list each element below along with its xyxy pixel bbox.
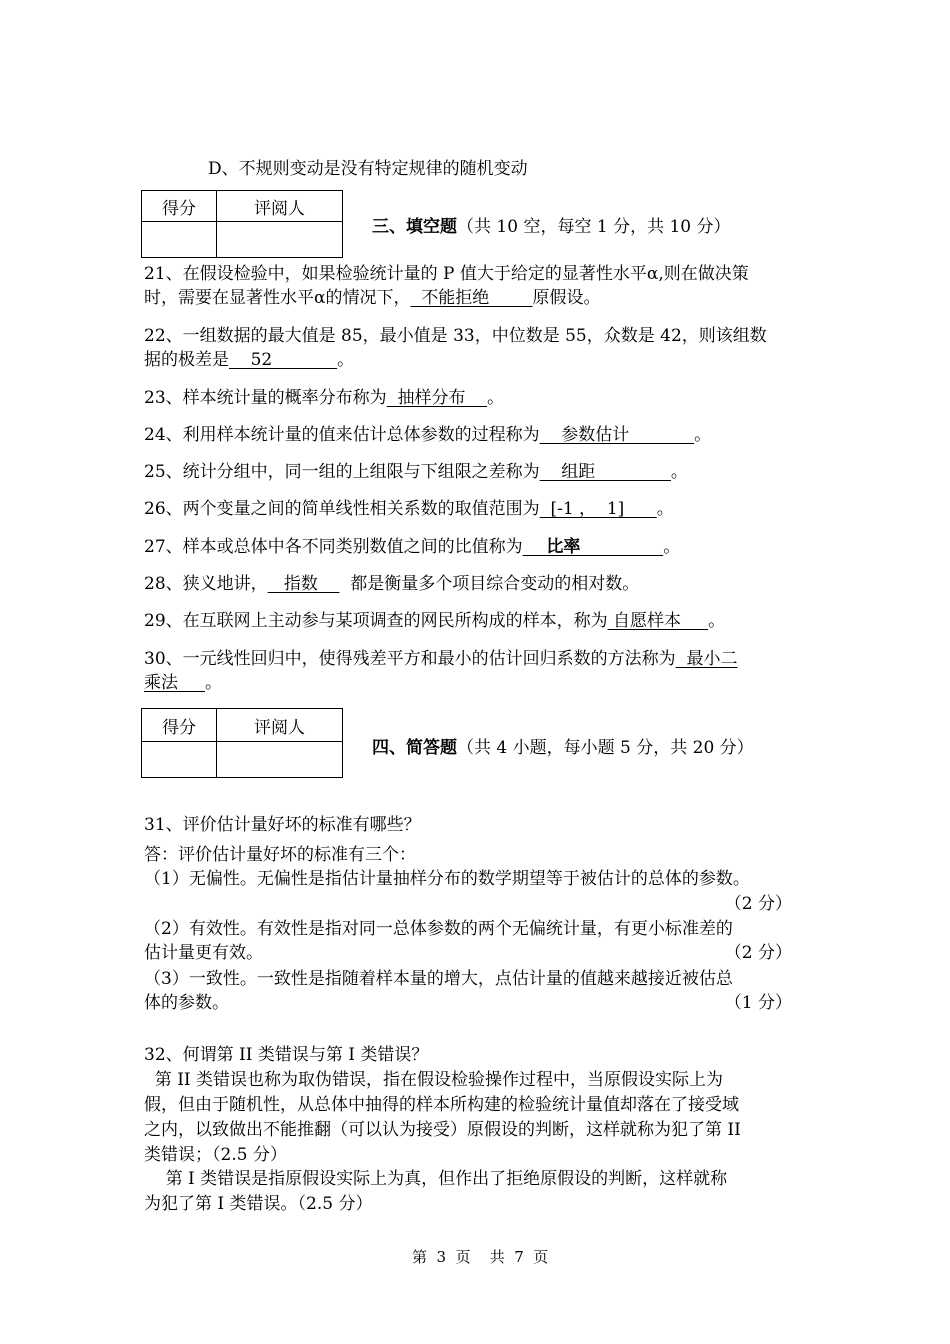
q31-p3-score: （1 分）: [724, 993, 792, 1013]
q21-answer: 不能拒绝: [410, 288, 533, 308]
section-title: 四、简答题: [372, 738, 457, 758]
q25-post: 。: [670, 462, 688, 482]
score-cell: [142, 742, 217, 778]
q21-post: 原假设。: [532, 288, 601, 308]
q32-line2: 假，但由于随机性，从总体中抽得的样本所构建的检验统计量值却落在了接受域: [144, 1095, 739, 1115]
score-table-2: [141, 708, 343, 778]
q32-line1: 第 II 类错误也称为取伪错误，指在假设检验操作过程中，当原假设实际上为: [144, 1070, 724, 1090]
reviewer-cell: [217, 222, 343, 258]
q23-post: 。: [487, 388, 505, 408]
q23-answer: 抽样分布: [386, 388, 488, 408]
q31-p1: （1）无偏性。无偏性是指估计量抽样分布的数学期望等于被估计的总体的参数。: [144, 869, 750, 889]
section-heading: [372, 212, 731, 237]
q27: [144, 535, 680, 559]
q24-pre: 24、利用样本统计量的值来估计总体参数的过程称为: [144, 425, 540, 445]
q30-line2: [144, 671, 222, 695]
reviewer-label: 评阅人: [217, 709, 343, 742]
page-footer: 第 3 页 共 7 页: [412, 1248, 549, 1266]
q21-line2: [144, 286, 601, 310]
q28-post: 都是衡量多个项目综合变动的相对数。: [339, 574, 640, 594]
q26-answer: [-1 ， 1]: [539, 499, 657, 519]
q23: [144, 386, 504, 410]
q22-line2: [144, 348, 354, 372]
q26: [144, 497, 674, 521]
q22-answer: 52: [229, 350, 338, 370]
section-heading-2: [372, 733, 754, 758]
q32-line6: 为犯了第 I 类错误。（2.5 分）: [144, 1194, 373, 1214]
q31-p2a: （2）有效性。有效性是指对同一总体参数的两个无偏统计量，有更小标准差的: [144, 919, 733, 939]
q31-p2b: 估计量更有效。: [144, 943, 263, 963]
q29-pre: 29、在互联网上主动参与某项调查的网民所构成的样本，称为: [144, 611, 608, 631]
q29: [144, 609, 725, 633]
q27-answer: 比率: [522, 537, 664, 557]
q31-question: 31、评价估计量好坏的标准有哪些？: [144, 815, 421, 835]
q32-line4: 类错误；（2.5 分）: [144, 1145, 287, 1165]
q26-post: 。: [656, 499, 674, 519]
q32-line3: 之内，以致做出不能推翻（可以认为接受）原假设的判断，这样就称为犯了第 II: [144, 1120, 741, 1140]
q30-post: 。: [205, 673, 223, 693]
q31-p3a: （3）一致性。一致性是指随着样本量的增大，点估计量的值越来越接近被估总: [144, 969, 733, 989]
q25-answer: 组距: [539, 462, 671, 482]
q25-pre: 25、统计分组中，同一组的上组限与下组限之差称为: [144, 462, 540, 482]
q31-p1-score: （2 分）: [724, 894, 792, 914]
q24-answer: 参数估计: [539, 425, 695, 445]
q22-post: 。: [337, 350, 355, 370]
q29-answer: 自愿样本: [607, 611, 709, 631]
score-cell: [142, 222, 217, 258]
q31-p2-score: （2 分）: [724, 943, 792, 963]
q21-line1: 21、在假设检验中，如果检验统计量的 P 值大于给定的显著性水平α,则在做决策: [144, 264, 749, 284]
score-label: 得分: [142, 191, 217, 222]
option-d: D、不规则变动是没有特定规律的随机变动: [208, 159, 528, 179]
q23-pre: 23、样本统计量的概率分布称为: [144, 388, 387, 408]
q22-pre: 据的极差是: [144, 350, 229, 370]
q25: [144, 460, 688, 484]
q30-line1: [144, 647, 737, 671]
q32-question: 32、何谓第 II 类错误与第 I 类错误？: [144, 1045, 429, 1065]
q26-pre: 26、两个变量之间的简单线性相关系数的取值范围为: [144, 499, 540, 519]
q22-line1: 22、一组数据的最大值是 85，最小值是 33，中位数是 55，众数是 42，则该组数: [144, 326, 767, 346]
score-table: [141, 190, 343, 258]
section-title: 三、填空题: [372, 217, 457, 237]
q27-pre: 27、样本或总体中各不同类别数值之间的比值称为: [144, 537, 523, 557]
section-desc: （共 10 空，每空 1 分，共 10 分）: [457, 217, 731, 237]
reviewer-label: 评阅人: [217, 191, 343, 222]
q28-pre: 28、狭义地讲，: [144, 574, 268, 594]
q28-answer: 指数: [267, 574, 340, 594]
q27-post: 。: [663, 537, 681, 557]
q32-line5: 第 I 类错误是指原假设实际上为真，但作出了拒绝原假设的判断，这样就称: [144, 1169, 728, 1189]
score-label: 得分: [142, 709, 217, 742]
q29-post: 。: [708, 611, 726, 631]
q24-post: 。: [694, 425, 712, 445]
q31-intro: 答：评价估计量好坏的标准有三个：: [144, 845, 416, 865]
q30-pre: 30、一元线性回归中，使得残差平方和最小的估计回归系数的方法称为: [144, 649, 676, 669]
q21-pre: 时，需要在显著性水平α的情况下，: [144, 288, 411, 308]
q30-answer1: 最小二: [675, 649, 738, 669]
q28: [144, 572, 639, 596]
q31-p3b: 体的参数。: [144, 993, 229, 1013]
q24: [144, 423, 711, 447]
q30-answer2: 乘法: [144, 673, 206, 693]
section-desc: （共 4 小题，每小题 5 分，共 20 分）: [457, 738, 754, 758]
reviewer-cell: [217, 742, 343, 778]
